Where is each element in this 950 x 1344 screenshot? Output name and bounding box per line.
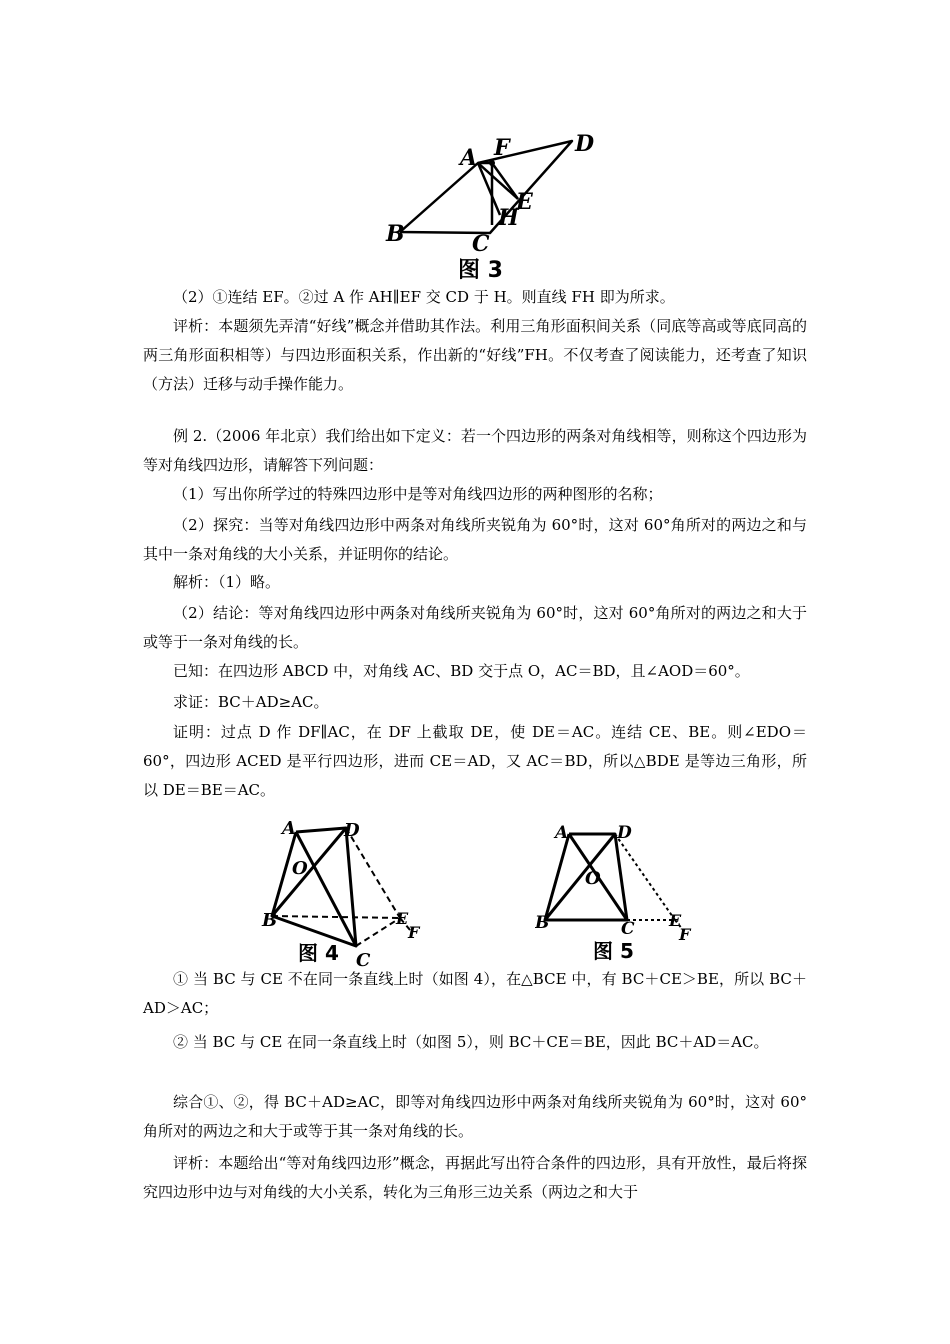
paragraph-summary: 综合①、②，得 BC＋AD≥AC，即等对角线四边形中两条对角线所夹锐角为 60°时，这对 60°角所对的两边之和大于或等于其一条对角线的长。 <box>143 1093 807 1140</box>
label-a: A <box>282 818 296 839</box>
paragraph-question-1: （1）写出你所学过的特殊四边形中是等对角线四边形的两种图形的名称； <box>173 485 663 503</box>
paragraph-question-2: （2）探究：当等对角线四边形中两条对角线所夹锐角为 60°时，这对 60°角所对的两边之和与其中一条对角线的大小关系，并证明你的结论。 <box>143 516 807 563</box>
figure-4-caption: 图 4 <box>298 941 339 965</box>
figure-3-caption: 图 3 <box>458 258 503 283</box>
parallelogram-abcd <box>400 141 572 233</box>
label-o: O <box>585 868 601 889</box>
label-e: E <box>396 909 409 928</box>
label-f: F <box>494 135 510 161</box>
paragraph-analysis-1: 评析：本题须先弄清“好线”概念并借助其作法。利用三角形面积间关系（同底等高或等底同高的两三角形面积相等）与四边形面积关系，作出新的“好线”FH。不仅考查了阅读能力，还考查了知识（方法）迁移与动手操作能力。 <box>143 317 807 393</box>
label-a: A <box>460 145 478 171</box>
paragraph-case-2: ② 当 BC 与 CE 在同一条直线上时（如图 5），则 BC＋CE＝BE，因此 BC＋AD＝AC。 <box>173 1033 769 1051</box>
label-f: F <box>408 923 420 942</box>
label-b: B <box>262 910 278 931</box>
figure-3 <box>380 125 620 285</box>
figure-3-diagram <box>380 125 620 285</box>
label-d: D <box>344 820 360 841</box>
segment-de <box>346 828 400 918</box>
paragraph-case-1: ① 当 BC 与 CE 不在同一条直线上时（如图 4），在△BCE 中，有 BC＋CE＞BE，所以 BC＋AD＞AC； <box>143 970 807 1017</box>
segment-be <box>272 916 400 918</box>
label-a: A <box>555 823 569 843</box>
quadrilateral-abcd <box>272 828 356 946</box>
label-f: F <box>679 925 691 944</box>
paragraph-step-2: （2）①连结 EF。②过 A 作 AH∥EF 交 CD 于 H。则直线 FH 即为所求。 <box>173 288 675 306</box>
figure-4-diagram <box>258 818 428 968</box>
label-d: D <box>575 131 595 157</box>
paragraph-given: 已知：在四边形 ABCD 中，对角线 AC、BD 交于点 O，AC＝BD，且∠AOD＝60°。 <box>173 662 750 680</box>
label-h: H <box>498 205 519 231</box>
paragraph-conclusion: （2）结论：等对角线四边形中两条对角线所夹锐角为 60°时，这对 60°角所对的两边之和大于或等于一条对角线的长。 <box>143 604 807 651</box>
label-o: O <box>292 858 308 879</box>
label-c: C <box>621 919 635 939</box>
label-b: B <box>386 221 405 247</box>
label-e: E <box>516 189 533 215</box>
figure-4 <box>258 818 428 968</box>
paragraph-prove: 求证：BC＋AD≥AC。 <box>173 693 329 711</box>
label-d: D <box>617 823 632 843</box>
label-b: B <box>535 913 550 933</box>
segment-ce <box>356 918 400 946</box>
label-c: C <box>472 231 490 257</box>
figure-5-diagram <box>535 822 705 967</box>
paragraph-example-2: 例 2.（2006 年北京）我们给出如下定义：若一个四边形的两条对角线相等，则称这个四边形为等对角线四边形，请解答下列问题： <box>143 427 807 474</box>
paragraph-solution-1: 解析：（1）略。 <box>173 573 281 591</box>
label-c: C <box>356 950 371 968</box>
paragraph-proof: 证明：过点 D 作 DF∥AC，在 DF 上截取 DE，使 DE＝AC。连结 CE、BE。则∠EDO＝60°，四边形 ACED 是平行四边形，进而 CE＝AD，又 AC＝BD，所以△BDE 是等边三角形，所以 DE＝BE＝AC。 <box>143 723 807 799</box>
figure-5-caption: 图 5 <box>593 939 634 963</box>
segment-fe <box>492 163 518 199</box>
label-e: E <box>669 911 682 930</box>
figure-5 <box>535 822 705 967</box>
paragraph-analysis-2: 评析：本题给出“等对角线四边形”概念，再据此写出符合条件的四边形，具有开放性，最后将探究四边形中边与对角线的大小关系，转化为三角形三边关系（两边之和大于 <box>143 1154 807 1201</box>
